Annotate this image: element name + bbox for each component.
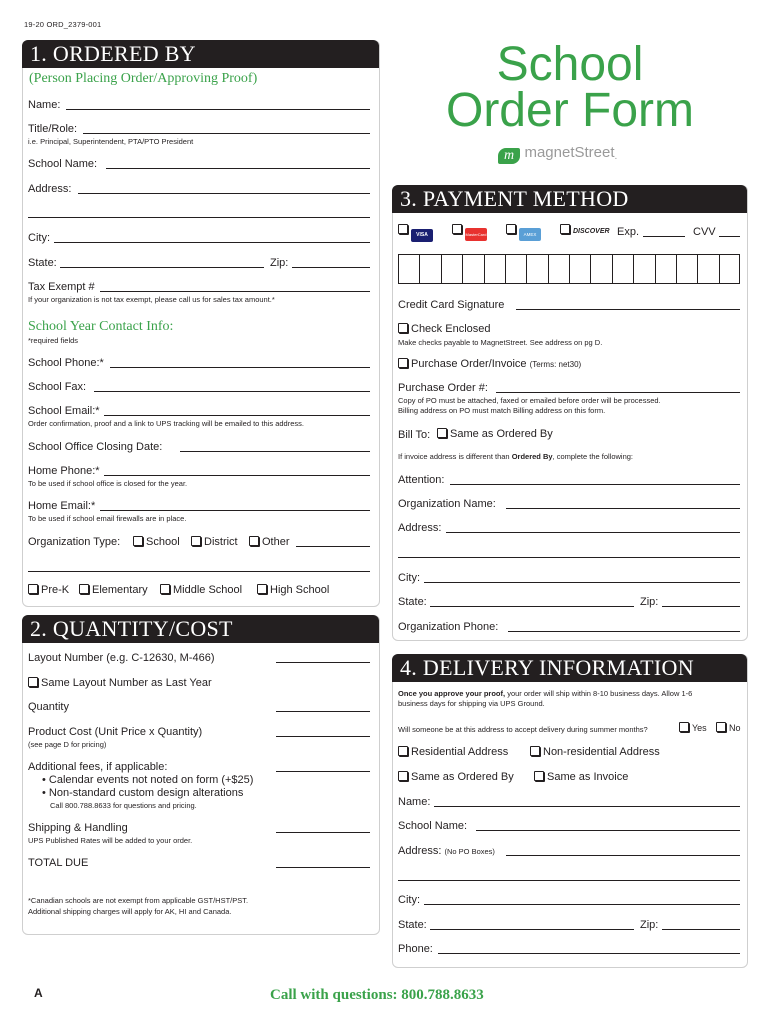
- card-visa-option[interactable]: [398, 224, 435, 242]
- ship-city-field[interactable]: [424, 904, 740, 905]
- home-phone-hint: To be used if school office is closed for the year.: [28, 479, 188, 488]
- ordered-by-header: 1. ORDERED BY: [22, 40, 379, 68]
- card-mastercard-option[interactable]: [452, 224, 489, 241]
- checkbox-icon: [398, 224, 408, 234]
- grade-middle[interactable]: [160, 584, 242, 596]
- residential-label: Residential Address: [411, 746, 509, 758]
- card-amex-option[interactable]: [506, 224, 543, 241]
- mastercard-icon: MasterCard: [465, 228, 487, 241]
- po-number-field[interactable]: [496, 392, 740, 393]
- closing-date-field[interactable]: [180, 451, 370, 452]
- summer-no-label: No: [729, 723, 741, 733]
- org-type-label: Organization Type:: [28, 536, 121, 548]
- checkbox-icon: [398, 323, 408, 333]
- ship-school-name-field[interactable]: [476, 830, 740, 831]
- school-email-field[interactable]: [104, 415, 370, 416]
- card-digit-divider: [697, 254, 698, 284]
- brand-mark: .: [614, 151, 618, 162]
- ship-phone-field[interactable]: [438, 953, 740, 954]
- ship-name-field[interactable]: [434, 806, 740, 807]
- purchase-order-option[interactable]: [398, 358, 581, 370]
- card-digit-divider: [505, 254, 506, 284]
- grade-middle-label: Middle School: [173, 584, 243, 596]
- card-digit-divider: [548, 254, 549, 284]
- form-title: [440, 38, 700, 137]
- bill-city-label: City:: [398, 572, 420, 584]
- layout-number-field[interactable]: [276, 662, 370, 663]
- bill-address-field-1[interactable]: [446, 532, 740, 533]
- school-fax-field[interactable]: [94, 391, 370, 392]
- form-code: 19-20 ORD_2379-001: [24, 20, 102, 29]
- school-name-label: School Name:: [28, 158, 98, 170]
- ship-address-label-text: Address:: [398, 845, 442, 857]
- org-type-school-label: School: [146, 536, 180, 548]
- card-digit-divider: [462, 254, 463, 284]
- state-label: State:: [28, 257, 57, 269]
- check-hint: Make checks payable to MagnetStreet. See address on pg D.: [398, 338, 603, 347]
- checkbox-icon: [452, 224, 462, 234]
- fees-field[interactable]: [276, 771, 370, 772]
- discover-icon: DISCOVER: [573, 228, 610, 235]
- attention-label: Attention:: [398, 474, 445, 486]
- delivery-intro-bold: Once you approve your proof,: [398, 689, 506, 698]
- checkbox-icon: [530, 746, 540, 756]
- check-enclosed-label: Check Enclosed: [411, 323, 491, 335]
- org-phone-field[interactable]: [508, 631, 740, 632]
- org-type-other-field[interactable]: [296, 546, 370, 547]
- po-number-label: Purchase Order #:: [398, 382, 488, 394]
- bill-state-label: State:: [398, 596, 427, 608]
- bill-zip-label: Zip:: [640, 596, 659, 608]
- tax-exempt-field[interactable]: [100, 291, 370, 292]
- brand-logo: [498, 144, 617, 164]
- grade-elementary-label: Elementary: [92, 584, 148, 596]
- fee-calendar: • Calendar events not noted on form (+$25): [42, 774, 254, 786]
- delivery-intro: [398, 689, 692, 698]
- card-digit-divider: [612, 254, 613, 284]
- ship-same-ordered-label: Same as Ordered By: [411, 771, 514, 783]
- ship-same-invoice-option[interactable]: [534, 771, 628, 783]
- page-letter: A: [34, 986, 43, 1000]
- grade-high[interactable]: [257, 584, 329, 596]
- summer-no-option[interactable]: [716, 722, 741, 733]
- fees-label: Additional fees, if applicable:: [28, 761, 168, 773]
- tax-exempt-label: Tax Exempt #: [28, 281, 95, 293]
- tax-exempt-hint: If your organization is not tax exempt, please call us for sales tax amount.*: [28, 295, 275, 304]
- contact-heading: School Year Contact Info:: [28, 319, 174, 334]
- bill-hint-post: , complete the following:: [552, 452, 634, 461]
- checkbox-icon: [79, 584, 89, 594]
- total-field[interactable]: [276, 867, 370, 868]
- summer-yes-label: Yes: [692, 723, 707, 733]
- org-type-other[interactable]: [249, 536, 290, 548]
- visa-icon: VISA: [411, 229, 433, 242]
- brand-name: magnetStreet: [524, 144, 615, 161]
- ordered-by-subheader: (Person Placing Order/Approving Proof): [29, 71, 258, 86]
- card-digit-divider: [484, 254, 485, 284]
- shipping-field[interactable]: [276, 832, 370, 833]
- bill-to-label: Bill To:: [398, 429, 431, 441]
- city-label: City:: [28, 232, 50, 244]
- school-email-label: School Email:*: [28, 405, 100, 417]
- school-fax-label: School Fax:: [28, 381, 87, 393]
- residential-option[interactable]: [398, 746, 508, 758]
- name-field[interactable]: [66, 109, 370, 110]
- total-label: TOTAL DUE: [28, 857, 89, 869]
- non-residential-label: Non-residential Address: [543, 746, 660, 758]
- home-email-label: Home Email:*: [28, 500, 96, 512]
- home-phone-field[interactable]: [104, 475, 370, 476]
- product-cost-field[interactable]: [276, 736, 370, 737]
- bill-state-field[interactable]: [430, 606, 634, 607]
- ship-same-ordered-option[interactable]: [398, 771, 514, 783]
- checkbox-icon: [249, 536, 259, 546]
- bill-org-name-field[interactable]: [506, 508, 740, 509]
- title-line-1: School: [496, 38, 644, 91]
- org-type-district[interactable]: [191, 536, 238, 548]
- checkbox-icon: [506, 224, 516, 234]
- address-field-1[interactable]: [78, 193, 370, 194]
- po-hint-1: Copy of PO must be attached, faxed or emailed before order will be processed.: [398, 396, 661, 405]
- quantity-field[interactable]: [276, 711, 370, 712]
- checkbox-icon: [398, 358, 408, 368]
- footer-call: Call with questions: 800.788.8633: [270, 987, 484, 1003]
- closing-date-label: School Office Closing Date:: [28, 441, 163, 453]
- org-type-extra-field[interactable]: [28, 571, 370, 572]
- home-phone-label: Home Phone:*: [28, 465, 100, 477]
- check-enclosed-option[interactable]: [398, 323, 491, 335]
- summer-question: Will someone be at this address to accept delivery during summer months?: [398, 725, 648, 734]
- ship-same-invoice-label: Same as Invoice: [547, 771, 629, 783]
- product-cost-hint: (see page D for pricing): [28, 740, 107, 749]
- delivery-intro-rest: your order will ship within 8-10 business days. Allow 1-6: [505, 689, 693, 698]
- summer-yes-option[interactable]: [679, 722, 707, 733]
- bill-org-name-label: Organization Name:: [398, 498, 496, 510]
- checkbox-icon: [560, 224, 570, 234]
- home-email-hint: To be used if school email firewalls are in place.: [28, 514, 187, 523]
- ship-state-label: State:: [398, 919, 427, 931]
- ship-zip-label: Zip:: [640, 919, 659, 931]
- product-cost-label: Product Cost (Unit Price x Quantity): [28, 726, 203, 738]
- po-hint-2: Billing address on PO must match Billing address on this form.: [398, 406, 606, 415]
- ship-school-name-label: School Name:: [398, 820, 468, 832]
- bill-zip-field[interactable]: [662, 606, 740, 607]
- card-digit-divider: [419, 254, 420, 284]
- card-digit-divider: [655, 254, 656, 284]
- title-line-2: Order Form: [445, 84, 694, 137]
- payment-header: 3. PAYMENT METHOD: [392, 185, 747, 213]
- bill-same-option[interactable]: [437, 428, 553, 440]
- checkbox-icon: [257, 584, 267, 594]
- bill-hint-bold: Ordered By: [511, 452, 553, 461]
- shipping-hint: UPS Published Rates will be added to your order.: [28, 836, 193, 845]
- attention-field[interactable]: [450, 484, 740, 485]
- amex-icon: AMEX: [519, 228, 541, 241]
- checkbox-icon: [398, 746, 408, 756]
- bill-address-label: Address:: [398, 522, 442, 534]
- ship-address-field-1[interactable]: [506, 855, 740, 856]
- same-layout-option[interactable]: [28, 677, 212, 689]
- layout-number-label: Layout Number (e.g. C-12630, M-466): [28, 652, 215, 664]
- org-type-school[interactable]: [133, 536, 180, 548]
- grade-high-label: High School: [270, 584, 330, 596]
- canada-note-2: Additional shipping charges will apply for AK, HI and Canada.: [28, 907, 232, 916]
- ship-zip-field[interactable]: [662, 929, 740, 930]
- ship-state-field[interactable]: [430, 929, 634, 930]
- checkbox-icon: [398, 771, 408, 781]
- city-field[interactable]: [54, 242, 370, 243]
- school-phone-field[interactable]: [110, 367, 370, 368]
- purchase-order-label: Purchase Order/Invoice: [411, 358, 527, 370]
- quantity-label: Quantity: [28, 701, 69, 713]
- card-digit-divider: [590, 254, 591, 284]
- card-discover-option[interactable]: [560, 224, 610, 236]
- ship-city-label: City:: [398, 894, 420, 906]
- cvv-label: CVV: [693, 226, 716, 238]
- bill-same-label: Same as Ordered By: [450, 428, 553, 440]
- grade-prek-label: Pre-K: [41, 584, 70, 596]
- ship-address-label: [398, 845, 495, 857]
- checkbox-icon: [679, 722, 689, 732]
- checkbox-icon: [133, 536, 143, 546]
- card-digit-divider: [569, 254, 570, 284]
- checkbox-icon: [160, 584, 170, 594]
- zip-field[interactable]: [292, 267, 370, 268]
- required-note: *required fields: [28, 336, 79, 345]
- school-email-hint: Order confirmation, proof and a link to UPS tracking will be emailed to this address.: [28, 419, 304, 428]
- fee-hint: Call 800.788.8633 for questions and pricing.: [50, 801, 197, 810]
- card-digit-divider: [719, 254, 720, 284]
- bill-city-field[interactable]: [424, 582, 740, 583]
- checkbox-icon: [28, 677, 38, 687]
- exp-label: Exp.: [617, 226, 640, 238]
- signature-field[interactable]: [516, 309, 740, 310]
- ship-address-field-2[interactable]: [398, 880, 740, 881]
- name-label: Name:: [28, 99, 61, 111]
- ship-phone-label: Phone:: [398, 943, 433, 955]
- school-name-field[interactable]: [106, 168, 370, 169]
- cvv-field[interactable]: [719, 236, 740, 237]
- canada-note-1: *Canadian schools are not exempt from applicable GST/HST/PST.: [28, 896, 249, 905]
- ship-address-note: (No PO Boxes): [444, 847, 495, 856]
- same-layout-label: Same Layout Number as Last Year: [41, 677, 212, 689]
- card-digit-divider: [441, 254, 442, 284]
- card-digit-divider: [676, 254, 677, 284]
- title-role-hint: i.e. Principal, Superintendent, PTA/PTO President: [28, 137, 194, 146]
- title-role-label: Title/Role:: [28, 123, 78, 135]
- checkbox-icon: [534, 771, 544, 781]
- ship-name-label: Name:: [398, 796, 431, 808]
- shipping-label: Shipping & Handling: [28, 822, 128, 834]
- org-type-district-label: District: [204, 536, 238, 548]
- exp-field[interactable]: [643, 236, 685, 237]
- delivery-intro-2: business days for shipping via UPS Ground.: [398, 699, 545, 708]
- address-field-2[interactable]: [28, 217, 370, 218]
- checkbox-icon: [28, 584, 38, 594]
- non-residential-option[interactable]: [530, 746, 660, 758]
- checkbox-icon: [191, 536, 201, 546]
- title-role-field[interactable]: [83, 133, 370, 134]
- bill-hint-pre: If invoice address is different than: [398, 452, 512, 461]
- home-email-field[interactable]: [100, 510, 370, 511]
- school-phone-label: School Phone:*: [28, 357, 104, 369]
- fee-custom: • Non-standard custom design alterations: [42, 787, 244, 799]
- grade-prek[interactable]: [28, 584, 69, 596]
- checkbox-icon: [437, 428, 447, 438]
- bill-address-field-2[interactable]: [398, 557, 740, 558]
- zip-label: Zip:: [270, 257, 289, 269]
- card-digit-divider: [526, 254, 527, 284]
- address-label: Address:: [28, 183, 72, 195]
- org-type-other-label: Other: [262, 536, 290, 548]
- quantity-header: 2. QUANTITY/COST: [22, 615, 379, 643]
- po-terms: (Terms: net30): [529, 360, 582, 369]
- state-field[interactable]: [60, 267, 264, 268]
- magnetstreet-logo-icon: m: [498, 148, 520, 164]
- grade-elementary[interactable]: [79, 584, 148, 596]
- signature-label: Credit Card Signature: [398, 299, 505, 311]
- card-digit-divider: [633, 254, 634, 284]
- delivery-header: 4. DELIVERY INFORMATION: [392, 654, 747, 682]
- org-phone-label: Organization Phone:: [398, 621, 499, 633]
- checkbox-icon: [716, 722, 726, 732]
- bill-hint: [398, 452, 633, 461]
